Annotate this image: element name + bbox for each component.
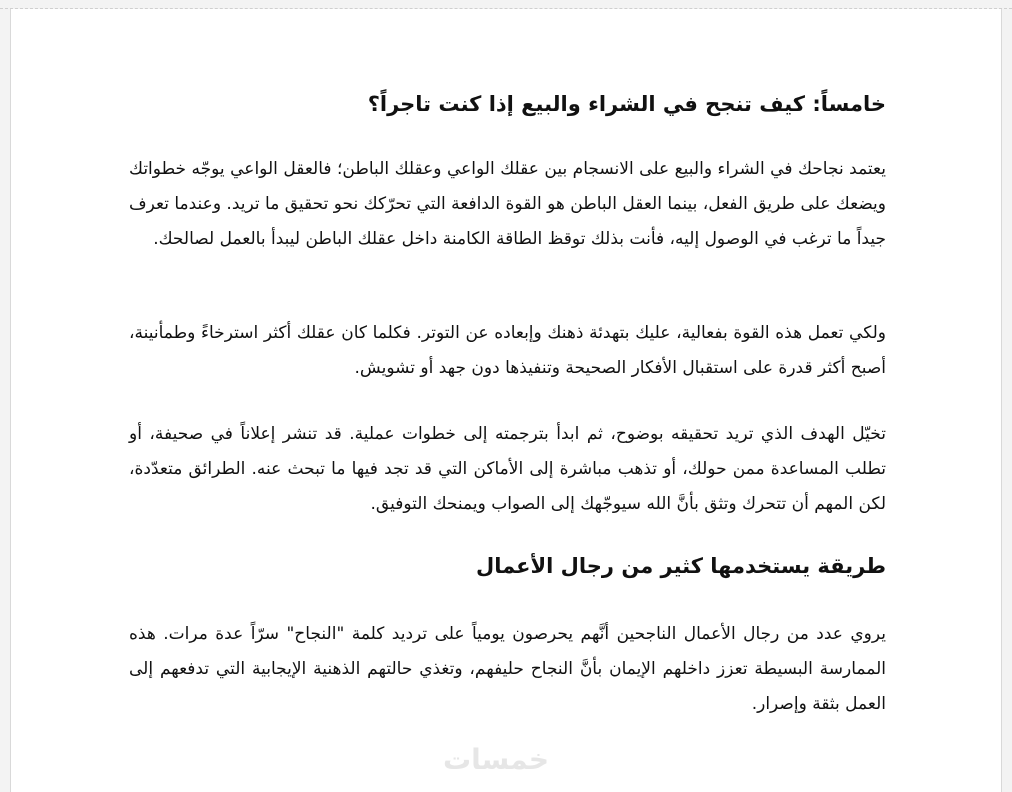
paragraph-conscious-subconscious: يعتمد نجاحك في الشراء والبيع على الانسجام بين عقلك الواعي وعقلك الباطن؛ فالعقل الواعي يوجّه خطواتك ويضعك على طريق الفعل، بينما العقل الباطن هو القوة الدافعة التي تحرّكك نحو تحقيق ما تريد. وعندما تعرف جيداً ما ترغب في الوصول إليه، فأنت بذلك توقظ الطاقة الكامنة داخل عقلك الباطن ليبدأ بالعمل لصالحك. (129, 159, 886, 249)
section-heading-business-method: طريقة يستخدمها كثير من رجال الأعمال (476, 554, 886, 578)
paragraph-visualize-goal: تخيّل الهدف الذي تريد تحقيقه بوضوح، ثم ابدأ بترجمته إلى خطوات عملية. قد تنشر إعلاناً في صحيفة، أو تطلب المساعدة ممن حولك، أو تذهب مباشرة إلى الأماكن التي قد تجد فيها ما تبحث عنه. الطرائق متعدّدة، لكن المهم أن تتحرك وتثق بأنَّ الله سيوجّهك إلى الصواب ويمنحك التوفيق. (129, 424, 886, 514)
paragraph-success-word: يروي عدد من رجال الأعمال الناجحين أنَّهم يحرصون يومياً على ترديد كلمة "النجاح" سرّاً عدة مرات. هذه الممارسة البسيطة تعزز داخلهم الإيمان بأنَّ النجاح حليفهم، وتغذي حالتهم الذهنية الإيجابية التي تدفعهم إلى العمل بثقة وإصرار. (129, 624, 886, 714)
paragraph-calm-mind: ولكي تعمل هذه القوة بفعالية، عليك بتهدئة ذهنك وإبعاده عن التوتر. فكلما كان عقلك أكثر استرخاءً وطمأنينة، أصبح أكثر قدرة على استقبال الأفكار الصحيحة وتنفيذها دون جهد أو تشويش. (129, 323, 886, 378)
watermark-logo: خمسات (443, 743, 550, 776)
document-page (10, 9, 1002, 792)
section-heading-selling-success: خامساً: كيف تنجح في الشراء والبيع إذا كنت تاجراً؟ (367, 92, 886, 116)
